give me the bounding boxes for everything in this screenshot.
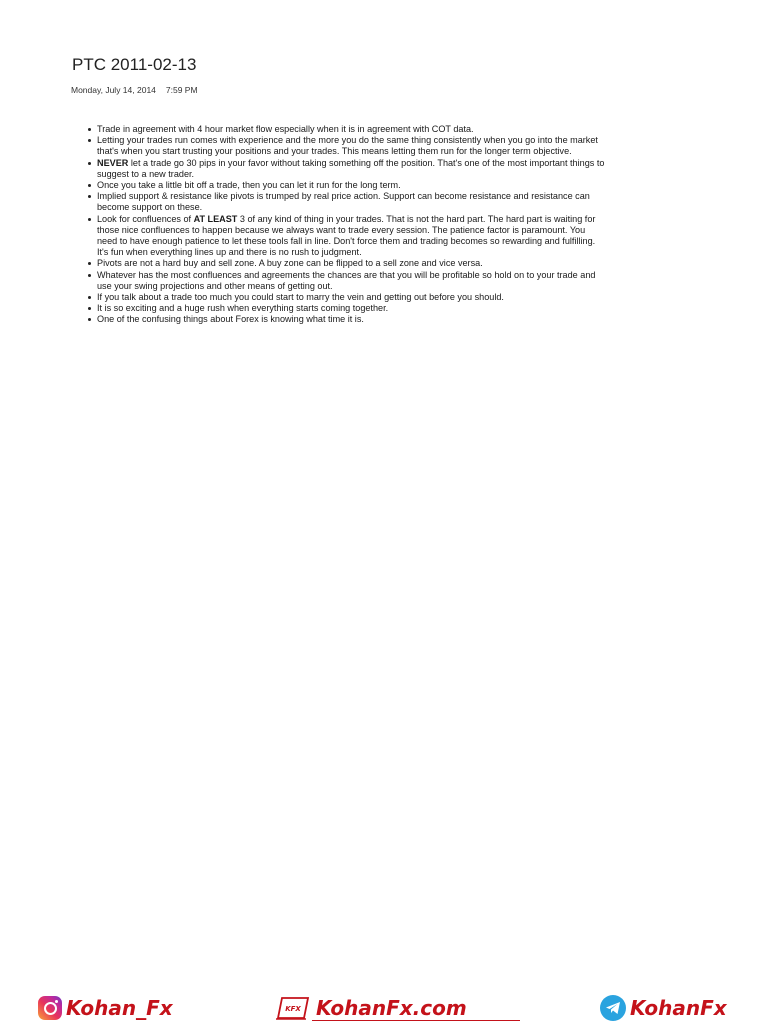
bullet-text: Trade in agreement with 4 hour market flow especially when it is in agreement with COT data.	[97, 124, 474, 134]
bullet-item	[97, 292, 607, 303]
bullet-item	[97, 158, 607, 180]
website-underline	[312, 1020, 520, 1021]
bullet-emphasis: AT LEAST	[193, 213, 238, 224]
telegram-link[interactable]	[600, 994, 727, 1022]
bullet-text: One of the confusing things about Forex is knowing what time it is.	[97, 314, 364, 325]
note-date: Monday, July 14, 2014	[71, 85, 156, 95]
website-label: KohanFx.com	[316, 996, 467, 1020]
kohanfx-logo-icon	[276, 996, 312, 1020]
bullet-text: It is so exciting and a huge rush when everything starts coming together.	[97, 303, 389, 314]
kohanfx-badge-text: KFX	[285, 1005, 301, 1013]
bullet-text: If you talk about a trade too much you could start to marry the vein and getting out before you should.	[97, 292, 504, 303]
bullet-item	[97, 124, 607, 135]
bullet-list	[83, 124, 607, 326]
bullet-text: Pivots are not a hard buy and sell zone. A buy zone can be flipped to a sell zone and vice versa.	[97, 258, 483, 269]
bullet-item	[97, 180, 607, 191]
bullet-item	[97, 303, 607, 314]
website-link[interactable]	[276, 994, 467, 1022]
bullet-text: Once you take a little bit off a trade, then you can let it run for the long term.	[97, 180, 401, 191]
bullet-text: let a trade go 30 pips in your favor without taking something off the position. That's one of the most important things to suggest to a new trader.	[97, 157, 605, 179]
bullet-item	[97, 191, 607, 213]
instagram-link[interactable]	[38, 994, 173, 1022]
instagram-label: Kohan_Fx	[66, 996, 173, 1020]
bullet-item	[97, 270, 607, 292]
bullet-text: 3 of any kind of thing in your trades. That is not the hard part. The hard part is waiting for those nice confluences to happen because we always want to trade every session. The patience factor is paramount. You need to have enough patience to let these tools fall in line. Don't force them and trading becomes so rewarding and fulfilling. It's fun when everything lines up and there is no rush to judgment.	[97, 213, 596, 258]
bullet-text: Letting your trades run comes with experience and the more you do the same thing consistently when you go into the market that's when you start trusting your positions and your trades. This means letting them run for the longer term objective.	[97, 135, 598, 157]
bullet-text: Implied support & resistance like pivots is trumped by real price action. Support can become resistance and resistance can become support on these.	[97, 191, 590, 213]
bullet-item	[97, 214, 607, 259]
bullet-item	[97, 314, 607, 325]
bullet-item	[97, 258, 607, 269]
note-time: 7:59 PM	[165, 85, 198, 95]
telegram-label: KohanFx	[630, 996, 727, 1020]
note-timestamp	[71, 85, 198, 95]
bullet-item	[97, 135, 607, 157]
bullet-text: Whatever has the most confluences and agreements the chances are that you will be profitable so hold on to your trade and use your swing projections and other means of getting out.	[97, 269, 596, 291]
bullet-emphasis: NEVER	[97, 157, 129, 168]
note-title: PTC 2011-02-13	[72, 55, 197, 74]
footer-banner	[0, 990, 768, 1024]
instagram-icon	[38, 996, 62, 1020]
telegram-icon	[600, 995, 626, 1021]
bullet-text: Look for confluences of	[97, 213, 194, 224]
